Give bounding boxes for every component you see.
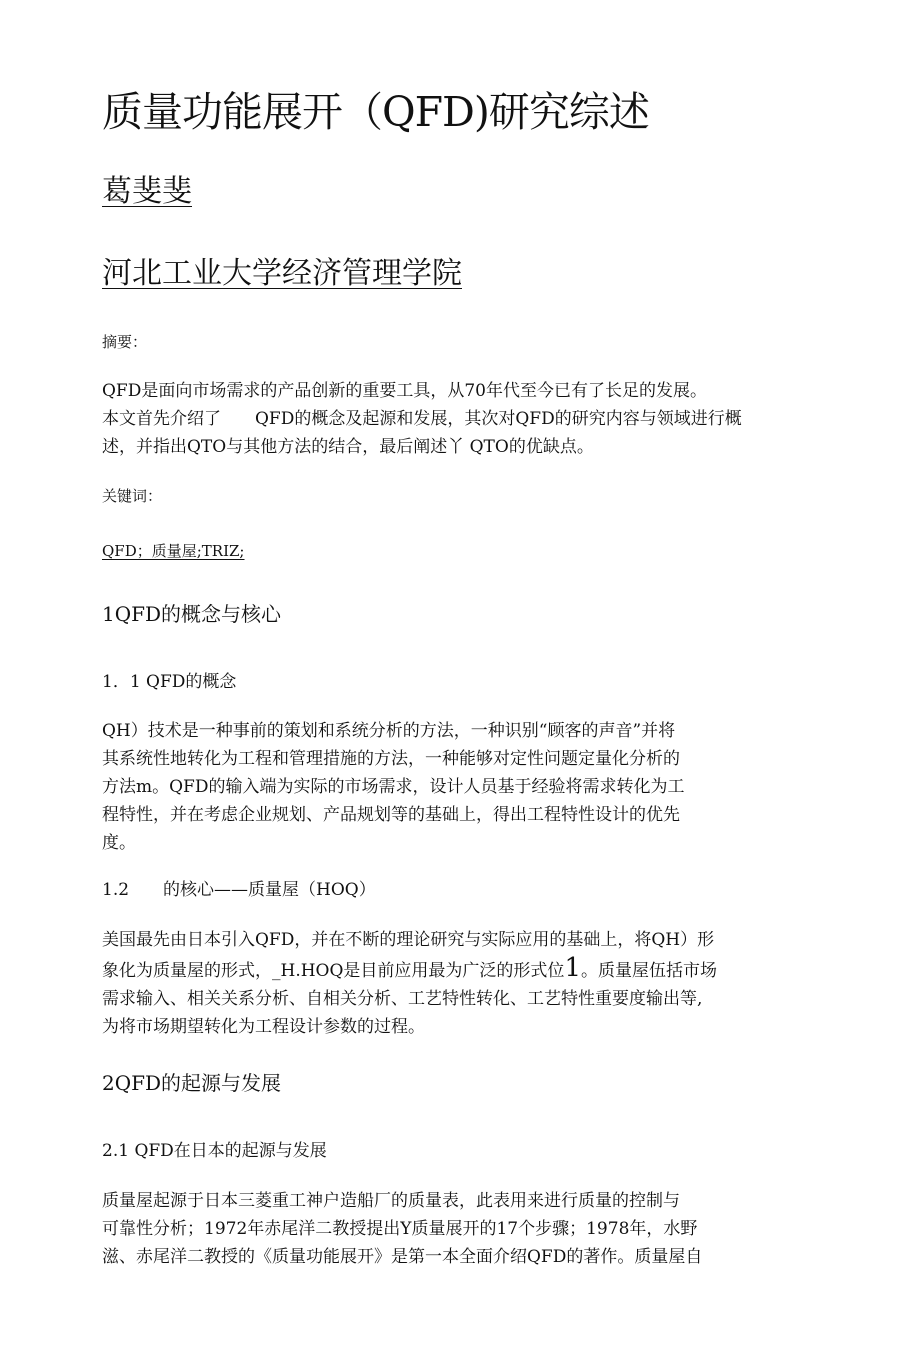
abstract-line: QFD是面向市场需求的产品创新的重要工具，从70年代至今已有了长足的发展。 [102,381,707,401]
paragraph-line: 滋、赤尾洋二教授的《质量功能展开》是第一本全面介绍QFD的著作。质量屋自 [102,1247,703,1267]
citation-marker: 1 [564,953,581,983]
paragraph-line: 度。 [102,833,136,853]
abstract-body [102,377,822,461]
section-1-1-body [102,717,822,857]
document-title: 质量功能展开（QFD)研究综述 [102,88,649,136]
subsection-heading-2-1: 2.1 QFD在日本的起源与发展 [102,1141,327,1161]
paragraph-line: 方法m。QFD的输入端为实际的市场需求，设计人员基于经验将需求转化为工 [102,777,685,797]
paragraph-line: 可靠性分析；1972年赤尾洋二教授提出Y质量展开的17个步骤；1978年，水野 [102,1219,698,1239]
section-heading-1: 1QFD的概念与核心 [102,602,282,626]
subsection-heading-1-1: 1．1 QFD的概念 [102,672,237,692]
paragraph-line: 质量屋起源于日本三菱重工神户造船厂的质量表，此表用来进行质量的控制与 [102,1191,680,1211]
keywords-label: 关键词： [102,487,163,505]
author-affiliation: 河北工业大学经济管理学院 [102,256,462,291]
keywords-list: QFD；质量屋;TRIZ; [102,542,245,560]
paragraph-line [102,954,822,985]
paragraph-line: 程特性，并在考虑企业规划、产品规划等的基础上，得出工程特性设计的优先 [102,805,680,825]
paragraph-text: 象化为质量屋的形式，_H.HOQ是目前应用最为广泛的形式位 [102,961,565,981]
paragraph-line: 其系统性地转化为工程和管理措施的方法，一种能够对定性问题定量化分析的 [102,749,680,769]
paragraph-line: QH）技术是一种事前的策划和系统分析的方法，一种识别“顾客的声音”并将 [102,721,676,741]
paragraph-line: 需求输入、相关关系分析、自相关分析、工艺特性转化、工艺特性重要度输出等, [102,989,703,1009]
paragraph-text: 。质量屋伍括市场 [580,961,717,981]
abstract-line: 述，并指出QTO与其他方法的结合，最后阐述丫 QTO的优缺点。 [102,437,594,457]
paragraph-line: 美国最先由日本引入QFD，并在不断的理论研究与实际应用的基础上，将QH）形 [102,930,715,950]
subsection-heading-1-2: 1.2 的核心——质量屋（HOQ） [102,880,376,900]
abstract-line: 本文首先介绍了 QFD的概念及起源和发展，其次对QFD的研究内容与领域进行概 [102,409,742,429]
section-2-1-body [102,1187,822,1271]
abstract-label: 摘要： [102,333,148,351]
section-1-2-body [102,926,822,1041]
paragraph-line: 为将市场期望转化为工程设计参数的过程。 [102,1017,425,1037]
section-heading-2: 2QFD的起源与发展 [102,1071,282,1095]
author-name: 葛斐斐 [102,174,192,209]
